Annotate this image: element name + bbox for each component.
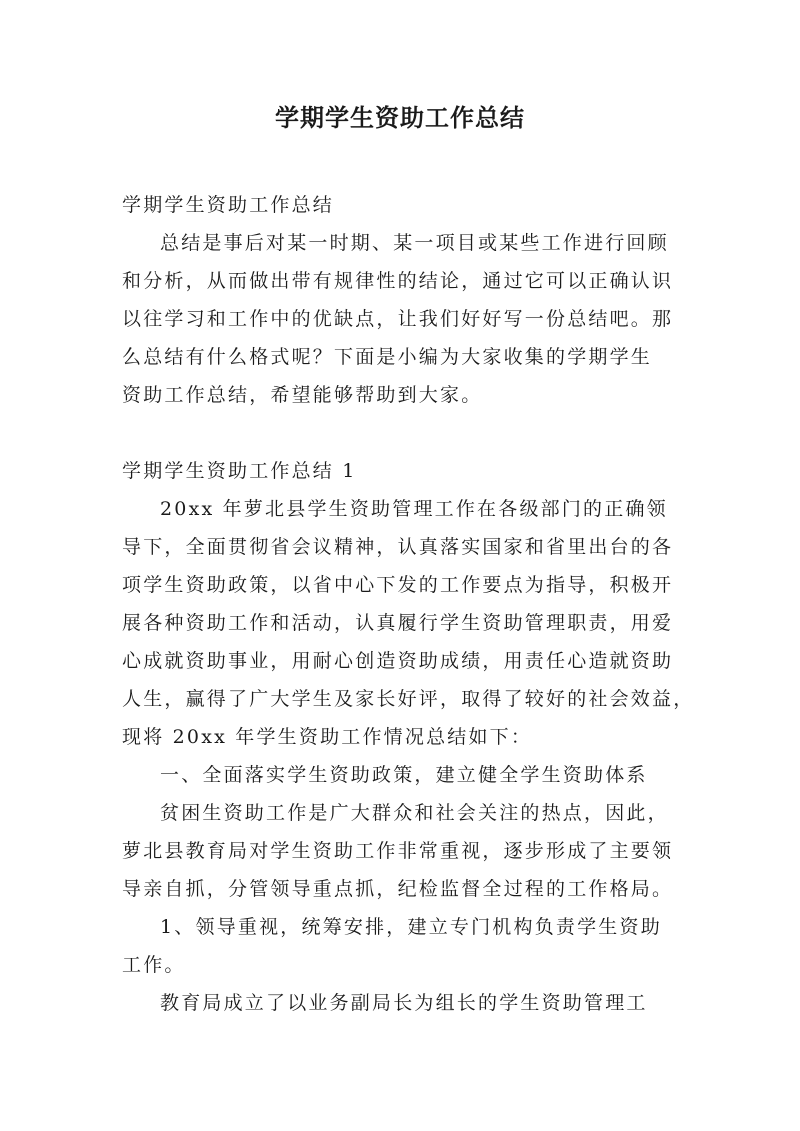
paragraph-line: 资助工作总结，希望能够帮助到大家。 — [122, 384, 483, 406]
paragraph-line: 贫困生资助工作是广大群众和社会关注的热点，因此， — [160, 802, 669, 824]
paragraph-line: 教育局成立了以业务副局长为组长的学生资助管理工 — [160, 992, 648, 1014]
paragraph-line: 20xx 年萝北县学生资助管理工作在各级部门的正确领 — [160, 498, 668, 520]
paragraph-line: 心成就资助事业，用耐心创造资助成绩，用责任心造就资助 — [122, 650, 674, 672]
paragraph-line: 项学生资助政策，以省中心下发的工作要点为指导，积极开 — [122, 574, 674, 596]
paragraph-line: 现将 20xx 年学生资助工作情况总结如下： — [122, 726, 533, 748]
paragraph-line: 人生，赢得了广大学生及家长好评，取得了较好的社会效益， — [122, 688, 695, 710]
subsection-heading: 一、全面落实学生资助政策，建立健全学生资助体系 — [160, 764, 648, 786]
document-title: 学期学生资助工作总结 — [275, 103, 525, 132]
paragraph-line: 以往学习和工作中的优缺点，让我们好好写一份总结吧。那 — [122, 308, 674, 330]
paragraph-line: 总结是事后对某一时期、某一项目或某些工作进行回顾 — [160, 232, 669, 254]
section-heading: 学期学生资助工作总结 1 — [122, 460, 357, 482]
intro-heading: 学期学生资助工作总结 — [122, 194, 335, 216]
item-heading: 1、领导重视，统筹安排，建立专门机构负责学生资助 — [160, 916, 662, 938]
paragraph-line: 么总结有什么格式呢？下面是小编为大家收集的学期学生 — [122, 346, 653, 368]
paragraph-line: 导下，全面贯彻省会议精神，认真落实国家和省里出台的各 — [122, 536, 674, 558]
paragraph-line: 和分析，从而做出带有规律性的结论，通过它可以正确认识 — [122, 270, 674, 292]
paragraph-line: 萝北县教育局对学生资助工作非常重视，逐步形成了主要领 — [122, 840, 674, 862]
paragraph-line: 导亲自抓，分管领导重点抓，纪检监督全过程的工作格局。 — [122, 878, 674, 900]
paragraph-line: 展各种资助工作和活动，认真履行学生资助管理职责，用爱 — [122, 612, 674, 634]
paragraph-line: 工作。 — [122, 954, 186, 976]
